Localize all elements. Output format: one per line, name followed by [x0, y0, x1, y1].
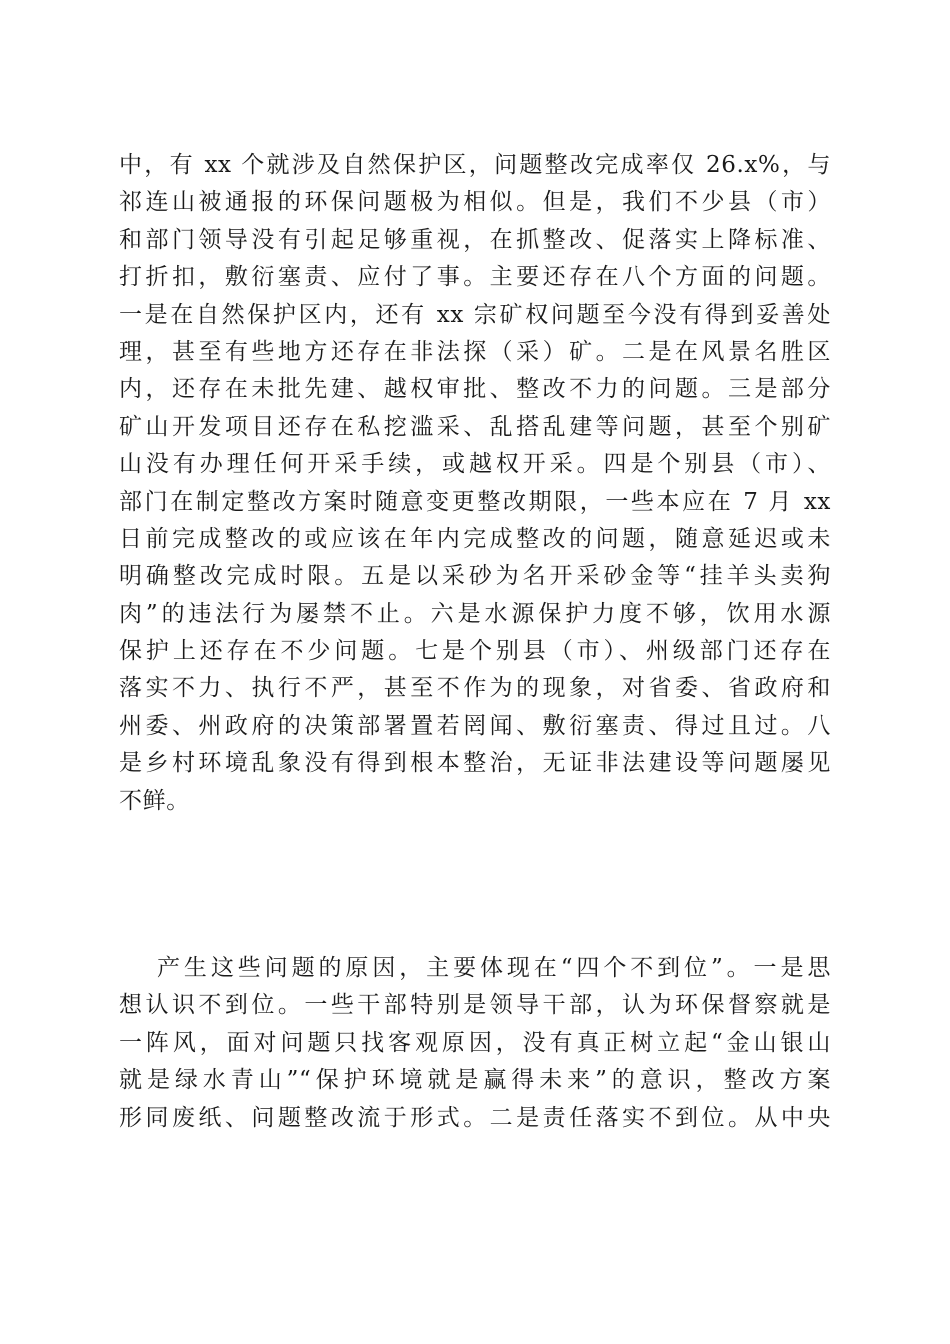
text-line: 产生这些问题的原因，主要体现在“四个不到位”。一是思 [157, 955, 831, 981]
text-line: 就是绿水青山”“保护环境就是赢得未来”的意识，整改方案 [119, 1067, 831, 1094]
text-line: 保护上还存在不少问题。七是个别县（市）、州级部门还存在 [119, 638, 831, 665]
text-line: 打折扣，敷衍塞责、应付了事。主要还存在八个方面的问题。 [119, 264, 831, 291]
text-line: 一阵风，面对问题只找客观原因，没有真正树立起“金山银山 [119, 1029, 831, 1056]
text-line: 部门在制定整改方案时随意变更整改期限，一些本应在 7 月 xx [119, 488, 831, 515]
paragraph-2 [119, 950, 831, 1137]
text-line: 想认识不到位。一些干部特别是领导干部，认为环保督察就是 [119, 992, 831, 1019]
text-line: 落实不力、执行不严，甚至不作为的现象，对省委、省政府和 [119, 675, 831, 702]
text-line: 一是在自然保护区内，还有 xx 宗矿权问题至今没有得到妥善处 [119, 301, 831, 328]
text-line: 内，还存在未批先建、越权审批、整改不力的问题。三是部分 [119, 376, 831, 403]
text-line: 山没有办理任何开采手续，或越权开采。四是个别县（市）、 [119, 451, 831, 478]
text-line: 形同废纸、问题整改流于形式。二是责任落实不到位。从中央 [119, 1104, 831, 1131]
text-line: 肉”的违法行为屡禁不止。六是水源保护力度不够，饮用水源 [119, 600, 831, 627]
text-line: 不鲜。 [119, 787, 190, 814]
text-line: 日前完成整改的或应该在年内完成整改的问题，随意延迟或未 [119, 525, 831, 552]
paragraph-1 [119, 147, 831, 820]
text-line: 矿山开发项目还存在私挖滥采、乱搭乱建等问题，甚至个别矿 [119, 413, 831, 440]
text-line: 中，有 xx 个就涉及自然保护区，问题整改完成率仅 26.x%，与 [119, 152, 831, 178]
text-line: 祁连山被通报的环保问题极为相似。但是，我们不少县（市） [119, 189, 831, 216]
text-line: 是乡村环境乱象没有得到根本整治，无证非法建设等问题屡见 [119, 750, 831, 777]
text-line: 理，甚至有些地方还存在非法探（采）矿。二是在风景名胜区 [119, 338, 831, 365]
text-line: 和部门领导没有引起足够重视，在抓整改、促落实上降标准、 [119, 226, 831, 253]
text-line: 明确整改完成时限。五是以采砂为名开采砂金等“挂羊头卖狗 [119, 563, 831, 590]
text-line: 州委、州政府的决策部署置若罔闻、敷衍塞责、得过且过。八 [119, 712, 831, 739]
